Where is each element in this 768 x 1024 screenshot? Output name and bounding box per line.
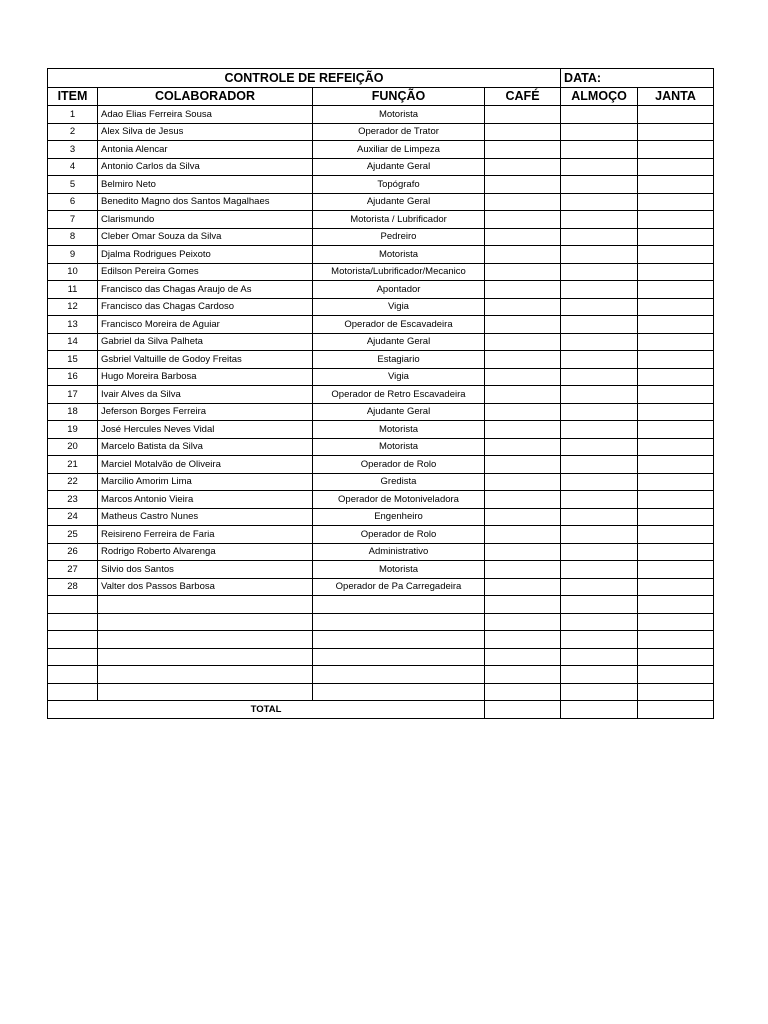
funcao-cell: Gredista (313, 473, 485, 491)
cafe-cell[interactable] (485, 211, 561, 229)
cafe-cell[interactable] (485, 631, 561, 649)
cafe-cell[interactable] (485, 351, 561, 369)
cafe-cell[interactable] (485, 438, 561, 456)
title-row (48, 69, 714, 88)
empty-row (48, 613, 714, 631)
almoco-cell[interactable] (561, 106, 638, 124)
table-row (48, 526, 714, 544)
almoco-cell[interactable] (561, 596, 638, 614)
item-number: 6 (48, 193, 98, 211)
colaborador-name: Benedito Magno dos Santos Magalhaes (98, 193, 313, 211)
item-number (48, 596, 98, 614)
cafe-cell[interactable] (485, 421, 561, 439)
funcao-cell (313, 683, 485, 701)
almoco-cell[interactable] (561, 508, 638, 526)
almoco-cell[interactable] (561, 193, 638, 211)
table-row (48, 263, 714, 281)
janta-cell[interactable] (638, 648, 714, 666)
cafe-cell[interactable] (485, 508, 561, 526)
colaborador-name (98, 648, 313, 666)
item-number: 15 (48, 351, 98, 369)
cafe-cell[interactable] (485, 683, 561, 701)
colaborador-name (98, 683, 313, 701)
janta-cell[interactable] (638, 491, 714, 509)
janta-cell[interactable] (638, 403, 714, 421)
item-number: 3 (48, 141, 98, 159)
table-row (48, 141, 714, 159)
table-row (48, 106, 714, 124)
janta-cell[interactable] (638, 666, 714, 684)
funcao-cell: Operador de Rolo (313, 456, 485, 474)
funcao-cell: Ajudante Geral (313, 333, 485, 351)
item-number: 24 (48, 508, 98, 526)
funcao-cell: Ajudante Geral (313, 193, 485, 211)
janta-cell[interactable] (638, 333, 714, 351)
colaborador-name: Clarismundo (98, 211, 313, 229)
table-row (48, 123, 714, 141)
almoco-cell[interactable] (561, 141, 638, 159)
funcao-cell: Motorista (313, 438, 485, 456)
table-row (48, 578, 714, 596)
funcao-cell (313, 631, 485, 649)
table-row (48, 176, 714, 194)
item-number: 27 (48, 561, 98, 579)
item-number: 11 (48, 281, 98, 299)
funcao-cell: Motorista (313, 561, 485, 579)
colaborador-name: Rodrigo Roberto Alvarenga (98, 543, 313, 561)
item-number: 21 (48, 456, 98, 474)
cafe-cell[interactable] (485, 561, 561, 579)
table-row (48, 228, 714, 246)
almoco-cell[interactable] (561, 403, 638, 421)
item-number: 14 (48, 333, 98, 351)
almoco-cell[interactable] (561, 368, 638, 386)
colaborador-name: Matheus Castro Nunes (98, 508, 313, 526)
colaborador-name: Gabriel da Silva Palheta (98, 333, 313, 351)
janta-cell[interactable] (638, 631, 714, 649)
funcao-cell: Motorista (313, 106, 485, 124)
almoco-cell[interactable] (561, 263, 638, 281)
colaborador-name (98, 631, 313, 649)
almoco-cell[interactable] (561, 386, 638, 404)
janta-cell[interactable] (638, 106, 714, 124)
table-row (48, 421, 714, 439)
item-number: 2 (48, 123, 98, 141)
janta-cell[interactable] (638, 473, 714, 491)
janta-cell[interactable] (638, 298, 714, 316)
item-number: 5 (48, 176, 98, 194)
almoco-cell[interactable] (561, 473, 638, 491)
cafe-cell[interactable] (485, 316, 561, 334)
janta-cell[interactable] (638, 543, 714, 561)
header-almoco: ALMOÇO (561, 88, 638, 106)
funcao-cell: Ajudante Geral (313, 403, 485, 421)
cafe-cell[interactable] (485, 473, 561, 491)
colaborador-name: Valter dos Passos Barbosa (98, 578, 313, 596)
item-number: 23 (48, 491, 98, 509)
janta-cell[interactable] (638, 456, 714, 474)
cafe-cell[interactable] (485, 333, 561, 351)
table-row (48, 316, 714, 334)
almoco-cell[interactable] (561, 578, 638, 596)
almoco-cell[interactable] (561, 438, 638, 456)
colaborador-name: Francisco das Chagas Araujo de As (98, 281, 313, 299)
funcao-cell: Operador de Escavadeira (313, 316, 485, 334)
janta-cell[interactable] (638, 526, 714, 544)
cafe-cell[interactable] (485, 106, 561, 124)
janta-cell[interactable] (638, 421, 714, 439)
almoco-cell[interactable] (561, 316, 638, 334)
table-row (48, 246, 714, 264)
colaborador-name: Ivair Alves da Silva (98, 386, 313, 404)
item-number: 18 (48, 403, 98, 421)
colaborador-name: Reisireno Ferreira de Faria (98, 526, 313, 544)
cafe-cell[interactable] (485, 246, 561, 264)
colaborador-name: José Hercules Neves Vidal (98, 421, 313, 439)
colaborador-name: Antonia Alencar (98, 141, 313, 159)
item-number (48, 648, 98, 666)
table-row (48, 491, 714, 509)
colaborador-name (98, 596, 313, 614)
funcao-cell: Motorista (313, 246, 485, 264)
janta-cell[interactable] (638, 438, 714, 456)
janta-cell[interactable] (638, 613, 714, 631)
almoco-cell[interactable] (561, 298, 638, 316)
funcao-cell: Motorista (313, 421, 485, 439)
date-label: DATA: (561, 69, 714, 88)
header-item: ITEM (48, 88, 98, 106)
funcao-cell: Motorista / Lubrificador (313, 211, 485, 229)
janta-cell[interactable] (638, 158, 714, 176)
item-number: 1 (48, 106, 98, 124)
cafe-cell[interactable] (485, 491, 561, 509)
janta-cell[interactable] (638, 176, 714, 194)
janta-cell[interactable] (638, 228, 714, 246)
colaborador-name (98, 666, 313, 684)
cafe-cell[interactable] (485, 648, 561, 666)
almoco-cell[interactable] (561, 683, 638, 701)
janta-cell[interactable] (638, 281, 714, 299)
cafe-cell[interactable] (485, 368, 561, 386)
funcao-cell (313, 648, 485, 666)
janta-cell[interactable] (638, 263, 714, 281)
table-row (48, 298, 714, 316)
janta-cell[interactable] (638, 141, 714, 159)
cafe-cell[interactable] (485, 123, 561, 141)
funcao-cell: Operador de Rolo (313, 526, 485, 544)
item-number: 9 (48, 246, 98, 264)
janta-cell[interactable] (638, 368, 714, 386)
item-number (48, 683, 98, 701)
table-row (48, 351, 714, 369)
almoco-cell[interactable] (561, 613, 638, 631)
funcao-cell: Topógrafo (313, 176, 485, 194)
colaborador-name: Cleber Omar Souza da Silva (98, 228, 313, 246)
cafe-cell[interactable] (485, 193, 561, 211)
colaborador-name: Alex Silva de Jesus (98, 123, 313, 141)
item-number: 16 (48, 368, 98, 386)
cafe-cell[interactable] (485, 543, 561, 561)
cafe-cell[interactable] (485, 403, 561, 421)
item-number: 28 (48, 578, 98, 596)
item-number: 26 (48, 543, 98, 561)
item-number: 12 (48, 298, 98, 316)
header-cafe: CAFÉ (485, 88, 561, 106)
funcao-cell (313, 613, 485, 631)
table-row (48, 456, 714, 474)
item-number (48, 631, 98, 649)
almoco-cell[interactable] (561, 456, 638, 474)
funcao-cell: Operador de Retro Escavadeira (313, 386, 485, 404)
cafe-cell[interactable] (485, 386, 561, 404)
janta-cell[interactable] (638, 351, 714, 369)
almoco-cell[interactable] (561, 246, 638, 264)
janta-cell[interactable] (638, 316, 714, 334)
cafe-cell[interactable] (485, 526, 561, 544)
item-number: 20 (48, 438, 98, 456)
table-row (48, 386, 714, 404)
almoco-cell[interactable] (561, 561, 638, 579)
colaborador-name: Silvio dos Santos (98, 561, 313, 579)
sheet-title: CONTROLE DE REFEIÇÃO (48, 69, 561, 88)
table-row (48, 508, 714, 526)
janta-cell[interactable] (638, 246, 714, 264)
funcao-cell: Ajudante Geral (313, 158, 485, 176)
funcao-cell (313, 666, 485, 684)
funcao-cell: Administrativo (313, 543, 485, 561)
table-row (48, 543, 714, 561)
funcao-cell: Operador de Motoniveladora (313, 491, 485, 509)
total-almoco-cell[interactable] (561, 701, 638, 719)
funcao-cell: Pedreiro (313, 228, 485, 246)
cafe-cell[interactable] (485, 298, 561, 316)
total-label: TOTAL (48, 701, 485, 719)
funcao-cell: Operador de Pa Carregadeira (313, 578, 485, 596)
colaborador-name: Belmiro Neto (98, 176, 313, 194)
janta-cell[interactable] (638, 193, 714, 211)
funcao-cell: Motorista/Lubrificador/Mecanico (313, 263, 485, 281)
almoco-cell[interactable] (561, 543, 638, 561)
janta-cell[interactable] (638, 211, 714, 229)
janta-cell[interactable] (638, 386, 714, 404)
table-row (48, 473, 714, 491)
colaborador-name: Marcilio Amorim Lima (98, 473, 313, 491)
almoco-cell[interactable] (561, 421, 638, 439)
colaborador-name: Gsbriel Valtuille de Godoy Freitas (98, 351, 313, 369)
cafe-cell[interactable] (485, 141, 561, 159)
colaborador-name: Edilson Pereira Gomes (98, 263, 313, 281)
almoco-cell[interactable] (561, 648, 638, 666)
total-janta-cell[interactable] (638, 701, 714, 719)
header-colaborador: COLABORADOR (98, 88, 313, 106)
item-number: 8 (48, 228, 98, 246)
funcao-cell: Auxiliar de Limpeza (313, 141, 485, 159)
colaborador-name: Marciel Motalvão de Oliveira (98, 456, 313, 474)
almoco-cell[interactable] (561, 526, 638, 544)
colaborador-name: Marcos Antonio Vieira (98, 491, 313, 509)
item-number: 13 (48, 316, 98, 334)
total-row (48, 701, 714, 719)
janta-cell[interactable] (638, 123, 714, 141)
cafe-cell[interactable] (485, 666, 561, 684)
funcao-cell: Vigia (313, 368, 485, 386)
almoco-cell[interactable] (561, 333, 638, 351)
item-number (48, 666, 98, 684)
header-janta: JANTA (638, 88, 714, 106)
table-row (48, 281, 714, 299)
cafe-cell[interactable] (485, 176, 561, 194)
almoco-cell[interactable] (561, 176, 638, 194)
item-number: 17 (48, 386, 98, 404)
almoco-cell[interactable] (561, 211, 638, 229)
colaborador-name: Jeferson Borges Ferreira (98, 403, 313, 421)
almoco-cell[interactable] (561, 351, 638, 369)
colaborador-name (98, 613, 313, 631)
table-row (48, 403, 714, 421)
funcao-cell: Estagiario (313, 351, 485, 369)
table-row (48, 438, 714, 456)
item-number: 19 (48, 421, 98, 439)
funcao-cell: Operador de Trator (313, 123, 485, 141)
janta-cell[interactable] (638, 508, 714, 526)
cafe-cell[interactable] (485, 613, 561, 631)
funcao-cell: Vigia (313, 298, 485, 316)
almoco-cell[interactable] (561, 666, 638, 684)
item-number: 4 (48, 158, 98, 176)
item-number: 10 (48, 263, 98, 281)
funcao-cell: Engenheiro (313, 508, 485, 526)
janta-cell[interactable] (638, 578, 714, 596)
header-funcao: FUNÇÃO (313, 88, 485, 106)
total-cafe-cell[interactable] (485, 701, 561, 719)
colaborador-name: Francisco Moreira de Aguiar (98, 316, 313, 334)
table-row (48, 333, 714, 351)
cafe-cell[interactable] (485, 263, 561, 281)
empty-row (48, 683, 714, 701)
almoco-cell[interactable] (561, 491, 638, 509)
item-number: 7 (48, 211, 98, 229)
colaborador-name: Adao Elias Ferreira Sousa (98, 106, 313, 124)
empty-row (48, 596, 714, 614)
empty-row (48, 648, 714, 666)
colaborador-name: Francisco das Chagas Cardoso (98, 298, 313, 316)
empty-row (48, 631, 714, 649)
item-number (48, 613, 98, 631)
colaborador-name: Djalma Rodrigues Peixoto (98, 246, 313, 264)
almoco-cell[interactable] (561, 631, 638, 649)
cafe-cell[interactable] (485, 281, 561, 299)
almoco-cell[interactable] (561, 158, 638, 176)
item-number: 25 (48, 526, 98, 544)
cafe-cell[interactable] (485, 578, 561, 596)
table-row (48, 368, 714, 386)
cafe-cell[interactable] (485, 456, 561, 474)
empty-row (48, 666, 714, 684)
janta-cell[interactable] (638, 596, 714, 614)
meal-control-sheet (47, 68, 714, 719)
funcao-cell (313, 596, 485, 614)
almoco-cell[interactable] (561, 228, 638, 246)
table-row (48, 211, 714, 229)
janta-cell[interactable] (638, 683, 714, 701)
almoco-cell[interactable] (561, 281, 638, 299)
table-row (48, 158, 714, 176)
cafe-cell[interactable] (485, 228, 561, 246)
table-row (48, 561, 714, 579)
janta-cell[interactable] (638, 561, 714, 579)
funcao-cell: Apontador (313, 281, 485, 299)
cafe-cell[interactable] (485, 158, 561, 176)
colaborador-name: Marcelo Batista da Silva (98, 438, 313, 456)
header-row (48, 88, 714, 106)
item-number: 22 (48, 473, 98, 491)
almoco-cell[interactable] (561, 123, 638, 141)
colaborador-name: Hugo Moreira Barbosa (98, 368, 313, 386)
table-row (48, 193, 714, 211)
cafe-cell[interactable] (485, 596, 561, 614)
colaborador-name: Antonio Carlos da Silva (98, 158, 313, 176)
